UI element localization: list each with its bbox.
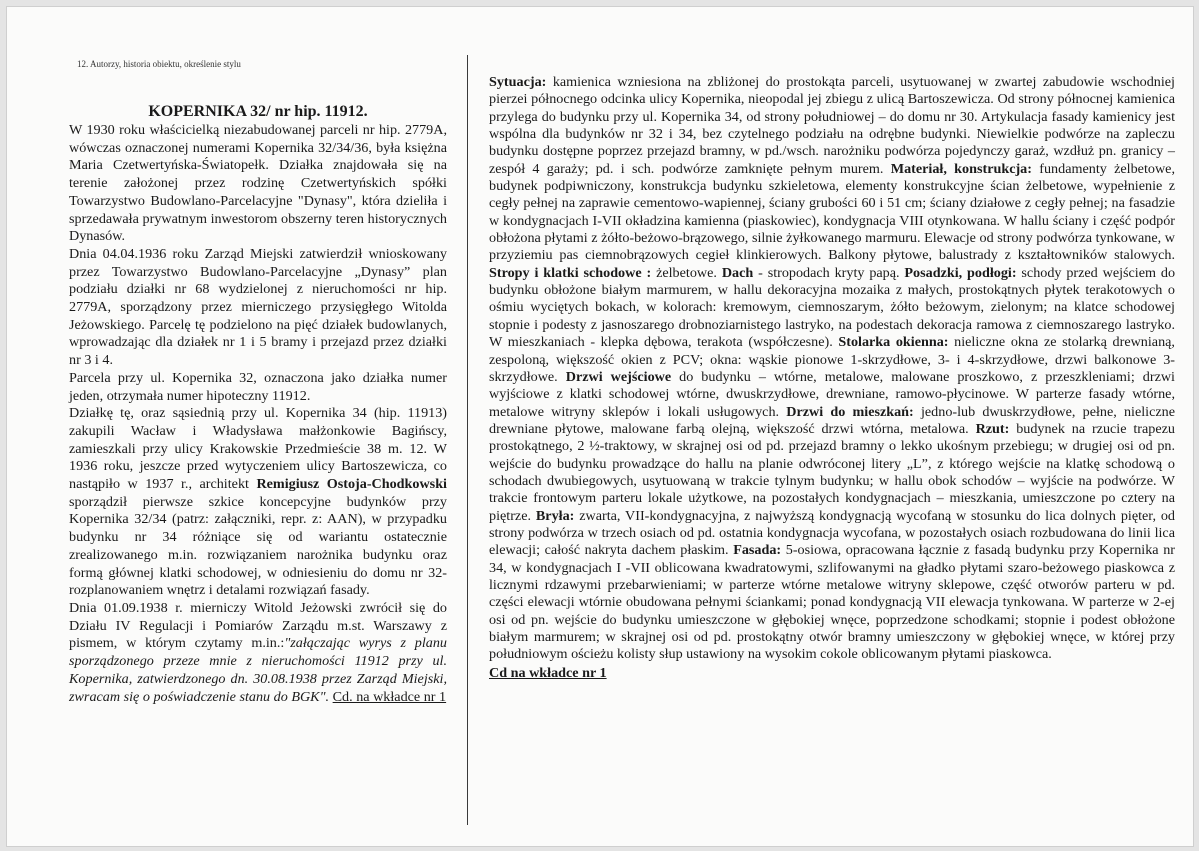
label-rzut: Rzut:: [975, 420, 1010, 437]
history-paragraph: Parcela przy ul. Kopernika 32, oznaczona jako działka numer jeden, otrzymała numer hipoteczny 11912.: [69, 369, 447, 404]
description-column: [489, 74, 1175, 682]
label-sytuacja: Sytuacja:: [489, 74, 547, 90]
label-bryla: Bryła:: [535, 507, 575, 524]
description-text: Sytuacja: kamienica wzniesiona na zbliżonej do prostokąta parceli, usytuowanej w zwartej zabudowie wschodniej pierzei północnego odcinka ulicy Kopernika, nieopodal jej zbiegu z ulicą Bartoszewicza. Od strony północnej kamienica przylega do budynku przy ul. Kopernika 34, od strony południowej – do domu nr 30. Artykulacja fasady kamienicy jest wspólna dla budynków nr 32 i 34, bez czytelnego podziału na odrębne budynki. Niewielkie podwórze na zapleczu budynku dostępne poprzez przejazd bramny, w pd./wsch. narożniku podwórza pojedynczy garaż, wzdłuż pn. granicy – zespół 4 garaży; pd. i sch. podwórze zamknięte pełnym murem. Materiał, konstrukcja: fundamenty żelbetowe, budynek podpiwniczony, konstrukcja budynku szkieletowa, elementy konstrukcyjne ścian żelbetowe, wypełnienie z cegły pełnej na zaprawie cementowo-wapiennej, ściany grubości 60 i 51 cm; ściany działowe z cegły pełnej; na fasadzie w kondygnacjach I-VII okładzina kamienna (piaskowiec), kondygnacja VIII otynkowana. W hallu ściany i część podpór obłożona płytami z żółto-beżowo-brązowego, silnie żyłkowanego marmuru. Elewacje od strony podwórza tynkowane, w przyziemiu pas ciemnobrązowych cegieł klinkierowych. Balkony płytowe, balustrady z kształtowników stalowych. Stropy i klatki schodowe : żelbetowe. Dach - stropodach kryty papą. Posadzki, podłogi: schody przed wejściem do budynku obłożone białym marmurem, w hallu dekoracyjna mozaika z małych, prostokątnych płytek terakotowych o ośmiu wyciętych bokach, w kolorach: kremowym, ciemnoszarym, żółto beżowym, zielonym; na klatce schodowej stopnie i podesty z jasnoszarego drobnoziarnistego lastryko, na podestach dekoracja ramowa z ciemnoszarego lastryko. W mieszkaniach - klepka dębowa, terakota (współczesne). Stolarka okienna: nieliczne okna ze stolarką drewnianą, zespoloną, większość okien z PCV; okna: wąskie pionowe 1-skrzydłowe, 3- i 4-skrzydłowe, drzwi balkonowe 3-skrzydłowe. Drzwi wejściowe do budynku – wtórne, metalowe, malowane proszkowo, z przeszkleniami; drzwi wyjściowe z klatki schodowej wtórne, dwuskrzydłowe, drewniane, ramowo-płycinowe. W parterze fasady wtórne, metalowe witryny sklepów i lokali usługowych. Drzwi do mieszkań: jedno-lub dwuskrzydłowe, pełne, nieliczne drewniane płytowe, malowane farbą olejną, większość drzwi wtórna, metalowa. Rzut: budynek na rzucie trapezu prostokątnego, 2 ½-traktowy, w skrajnej osi od pd. przejazd bramny o lekko ukośnym przebiegu; w drugiej osi od pn. wejście do budynku prowadzące do hallu na planie odwróconej litery „L”, z którego wejście na klatkę schodową o schodach dwubiegowych, usytuowaną w trakcie tylnym budynku; w hallu obok schodów – wyjście na podwórze. W trakcie frontowym parteru lokale użytkowe, na pozostałych kondygnacjach – mieszkania, umieszczone po cztery na piętrze. Bryła: zwarta, VII-kondygnacyjna, z najwyższą kondygnacją wycofaną w stosunku do lica dolnych pięter, od strony podwórza w trzech osiach od pd. ostatnia kondygnacja wycofana, w pozostałych osiach rozbudowana do linii lica elewacji; całość nakryta dachem płaskim. Fasada: 5-osiowa, opracowana łącznie z fasadą budynku przy Kopernika nr 34, w kondygnacjach I -VII oblicowana kwadratowymi, szlifowanymi na gładko płytami szaro-beżowego piaskowca z licznymi rdzawymi przebarwieniami; w parterze wtórne metalowe witryny sklepowe, część otworów parteru w pd. części elewacji wtórnie obudowana pełnymi ściankami; ponad kondygnacją VII elewacja tynkowana. W parterze w 2-ej osi od pn. wejście do budynku umieszczone w głębokiej wnęce, poprzedzone schodkami; stopnie i podest obłożone białym marmurem; w skrajnej osi od pd. prostokątny otwór bramny umieszczony w głębokiej wnęce, w której przy południowym ościeżu kolisty słup ustawiony na wysokim cokole oblicowanym płytami piaskowca.: [489, 74, 1176, 663]
building-title: KOPERNIKA 32/ nr hip. 11912.: [148, 103, 368, 120]
continuation-link[interactable]: Cd. na wkładce nr 1: [332, 688, 447, 705]
label-material: Materiał, konstrukcja:: [890, 160, 1032, 177]
history-column: [69, 103, 447, 706]
column-divider: [467, 55, 468, 825]
continuation-link[interactable]: Cd na wkładce nr 1: [489, 664, 607, 681]
history-paragraph: Dnia 01.09.1938 r. mierniczy Witold Jeżowski zwrócił się do Działu IV Regulacji i Pomiarów Zarządu m.st. Warszawy z pismem, w którym czytamy m.in.:"załączając wyrys z planu sporządzonego przeze mnie z nieruchomości 11912 przy ul. Kopernika, zatwierdzonego dn. 30.08.1938 przez Zarząd Miejski, zwracam się o poświadczenie stanu do BGK". Cd. na wkładce nr 1: [69, 599, 447, 705]
section-caption: 12. Autorzy, historia obiektu, określenie stylu: [77, 59, 241, 69]
label-fasada: Fasada:: [733, 542, 782, 559]
label-stolarka: Stolarka okienna:: [838, 334, 949, 351]
history-paragraph: Działkę tę, oraz sąsiednią przy ul. Kopernika 34 (hip. 11913) zakupili Wacław i Władysława małżonkowie Bagińscy, zamieszkali przy ulicy Krakowskie Przedmieście 38 m. 12. W 1936 roku, jeszcze przed wytyczeniem ulicy Bartoszewicza, co nastąpiło w 1937 r., architekt Remigiusz Ostoja-Chodkowski sporządził pierwsze szkice koncepcyjne budynków przy Kopernika 32/34 (patrz: załączniki, repr. z: AAN), w przypadku budynku nr 34 różniące się od wariantu ostatecznie zrealizowanego m.in. rozwiązaniem narożnika budynku oraz formą głównej klatki schodowej, w odniesieniu do domu nr 32- rozplanowaniem wnętrz i detalami rozwiązań fasady.: [69, 405, 447, 599]
label-posadzki: Posadzki, podłogi:: [904, 264, 1017, 281]
label-dach: Dach: [721, 264, 754, 281]
archival-quote: "załączając wyrys z planu sporządzonego przeze mnie z nieruchomości 11912 przy ul. Kopernika, zatwierdzonego dn. 30.08.1938 przez Zarząd Miejski, zwracam się o poświadczenie stanu do BGK".: [69, 635, 447, 705]
history-paragraph: Dnia 04.04.1936 roku Zarząd Miejski zatwierdził wnioskowany przez Towarzystwo Budowlano-Parcelacyjne „Dynasy” plan podziału działki nr 68 wydzielonej z nieruchomości nr hip. 2779A, sporządzony przez mierniczego przysięgłego Witolda Jeżowskiego. Parcelę tę podzielono na pięć działek budowlanych, wprowadzając dla działek nr 1 i 5 bramy i przejazd przez działki nr 3 i 4.: [69, 245, 447, 369]
label-drzwi-mieszkan: Drzwi do mieszkań:: [786, 403, 914, 420]
history-paragraph: W 1930 roku właścicielką niezabudowanej parceli nr hip. 2779A, wówczas oznaczonej numerami Kopernika 32/34/36, była księżna Maria Czetwertyńska-Światopełk. Działka znajdowała się na terenie założonej przez rodzinę Czetwertyńskich spółki Towarzystwo Budowlano-Parcelacyjne "Dynasy", która dzieliła i sprzedawała prywatnym inwestorom obszerny teren historycznych Dynasów.: [69, 122, 447, 245]
document-page: [6, 6, 1194, 847]
architect-name: Remigiusz Ostoja-Chodkowski: [256, 476, 447, 493]
label-stropy: Stropy i klatki schodowe :: [489, 264, 652, 281]
label-drzwi-wejsciowe: Drzwi wejściowe: [565, 368, 672, 385]
